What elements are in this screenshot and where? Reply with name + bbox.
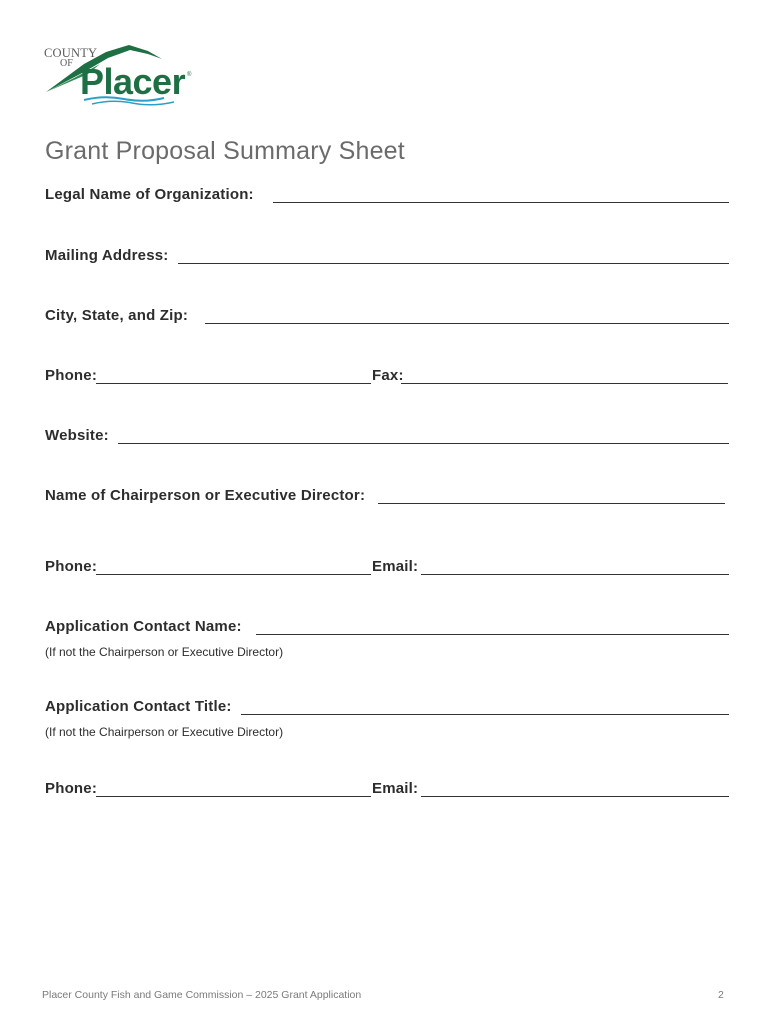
contact-title-label: Application Contact Title:	[45, 698, 232, 715]
contact-email-field[interactable]	[421, 796, 729, 797]
contact-email-label: Email:	[372, 780, 419, 797]
county-logo	[44, 42, 194, 108]
logo-placer-text: Placer	[80, 61, 186, 102]
phone-label: Phone:	[45, 367, 98, 384]
city-state-zip-label: City, State, and Zip:	[45, 307, 189, 324]
page-title: Grant Proposal Summary Sheet	[45, 137, 405, 165]
chair-phone-label: Phone:	[45, 558, 98, 575]
legal-name-label: Legal Name of Organization:	[45, 186, 254, 203]
website-label: Website:	[45, 427, 109, 444]
city-state-zip-field[interactable]	[205, 323, 729, 324]
footer-text: Placer County Fish and Game Commission – 2025 Grant Application	[42, 989, 362, 1001]
chair-email-label: Email:	[372, 558, 419, 575]
mailing-address-label: Mailing Address:	[45, 247, 169, 264]
logo-county-text: COUNTY	[44, 46, 98, 60]
contact-name-note: (If not the Chairperson or Executive Director)	[45, 645, 284, 659]
fax-label: Fax:	[372, 367, 404, 384]
website-field[interactable]	[118, 443, 729, 444]
legal-name-field[interactable]	[273, 202, 729, 203]
contact-title-note: (If not the Chairperson or Executive Director)	[45, 725, 284, 739]
phone-field[interactable]	[96, 383, 371, 384]
fax-field[interactable]	[401, 383, 728, 384]
logo-registered-mark: ®	[187, 72, 192, 78]
mailing-address-field[interactable]	[178, 263, 729, 264]
chair-phone-field[interactable]	[96, 574, 371, 575]
contact-name-field[interactable]	[256, 634, 729, 635]
contact-name-label: Application Contact Name:	[45, 618, 242, 635]
chairperson-name-label: Name of Chairperson or Executive Director:	[45, 487, 366, 504]
logo-of-text: OF	[60, 58, 73, 69]
page-number: 2	[718, 989, 724, 1001]
contact-phone-label: Phone:	[45, 780, 98, 797]
chairperson-name-field[interactable]	[378, 503, 725, 504]
chair-email-field[interactable]	[421, 574, 729, 575]
contact-title-field[interactable]	[241, 714, 729, 715]
contact-phone-field[interactable]	[96, 796, 371, 797]
